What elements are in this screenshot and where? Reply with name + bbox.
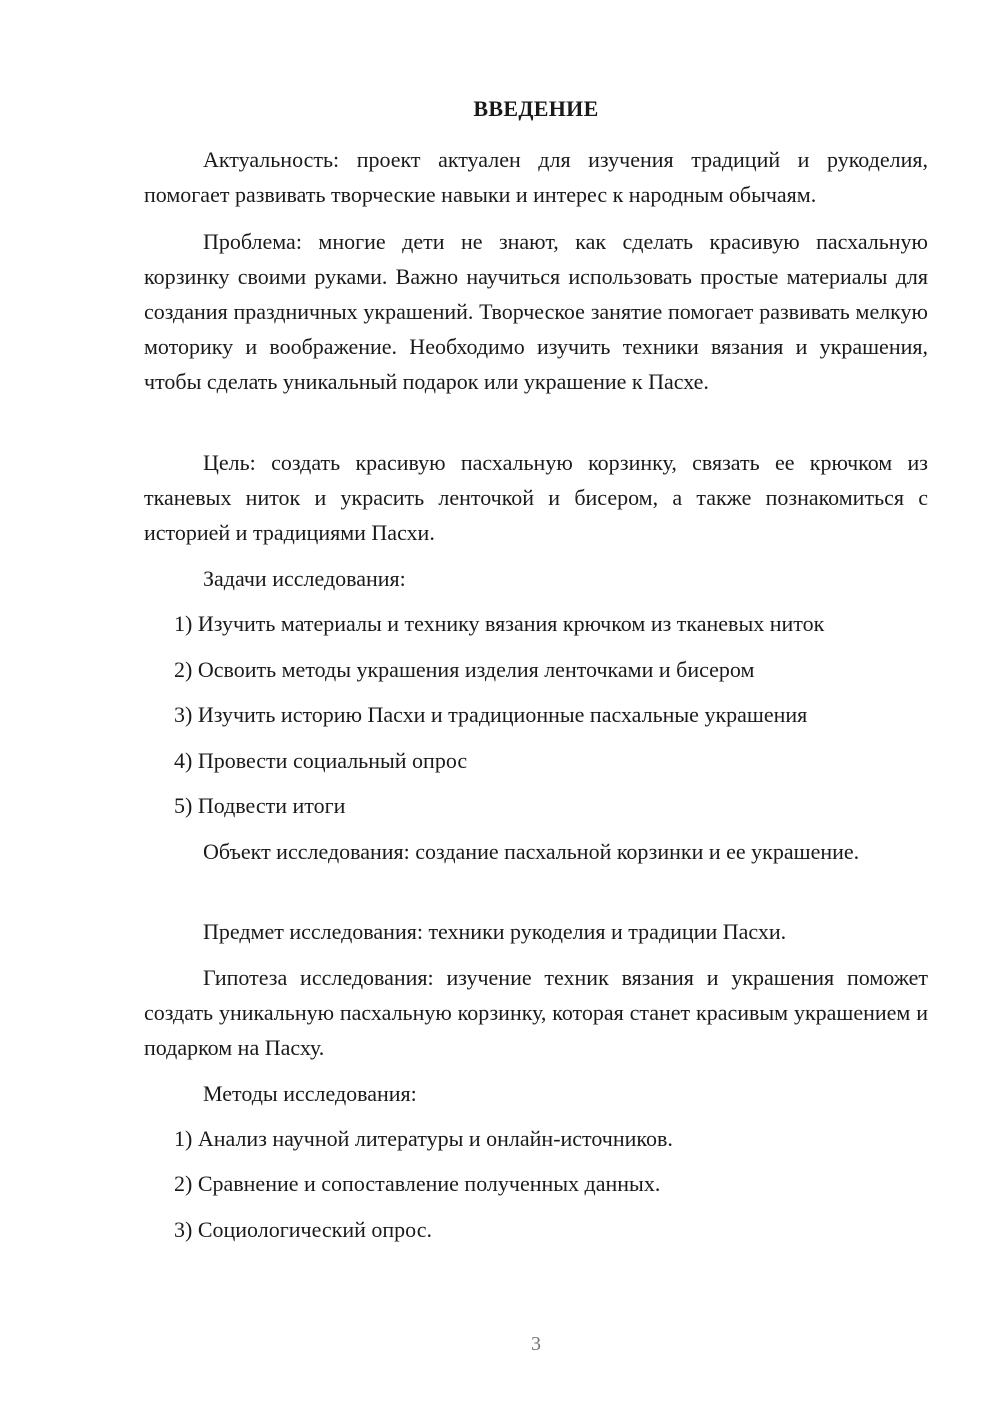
task-item-1: 1) Изучить материалы и технику вязания крючком из тканевых ниток	[174, 611, 825, 636]
method-item-3: 3) Социологический опрос.	[174, 1217, 432, 1242]
methods-heading: Методы исследования:	[203, 1081, 417, 1106]
goal-paragraph: Цель: создать красивую пасхальную корзинку, связать ее крючком из тканевых ниток и украсить ленточкой и бисером, а также познакомиться с историей и традициями Пасхи.	[144, 450, 928, 545]
method-item-1: 1) Анализ научной литературы и онлайн-источников.	[174, 1126, 673, 1151]
subject-paragraph: Предмет исследования: техники рукоделия и традиции Пасхи.	[203, 919, 787, 944]
task-item-3: 3) Изучить историю Пасхи и традиционные пасхальные украшения	[174, 702, 808, 727]
relevance-paragraph: Актуальность: проект актуален для изучения традиций и рукоделия, помогает развивать творческие навыки и интерес к народным обычаям.	[144, 147, 928, 207]
hypothesis-paragraph: Гипотеза исследования: изучение техник вязания и украшения поможет создать уникальную пасхальную корзинку, которая станет красивым украшением и подарком на Пасху.	[144, 965, 928, 1060]
object-paragraph: Объект исследования: создание пасхальной корзинки и ее украшение.	[203, 839, 860, 864]
tasks-heading: Задачи исследования:	[203, 566, 406, 591]
task-item-5: 5) Подвести итоги	[174, 793, 346, 818]
problem-paragraph: Проблема: многие дети не знают, как сделать красивую пасхальную корзинку своими руками. Важно научиться использовать простые материалы для создания праздничных украшений. Творческое занятие помогает развивать мелкую моторику и воображение. Необходимо изучить техники вязания и украшения, чтобы сделать уникальный подарок или украшение к Пасхе.	[144, 229, 928, 394]
page-title: ВВЕДЕНИЕ	[473, 96, 599, 121]
method-item-2: 2) Сравнение и сопоставление полученных данных.	[174, 1171, 661, 1196]
task-item-2: 2) Освоить методы украшения изделия ленточками и бисером	[174, 657, 755, 682]
page-number: 3	[531, 1333, 541, 1355]
task-item-4: 4) Провести социальный опрос	[174, 748, 468, 773]
